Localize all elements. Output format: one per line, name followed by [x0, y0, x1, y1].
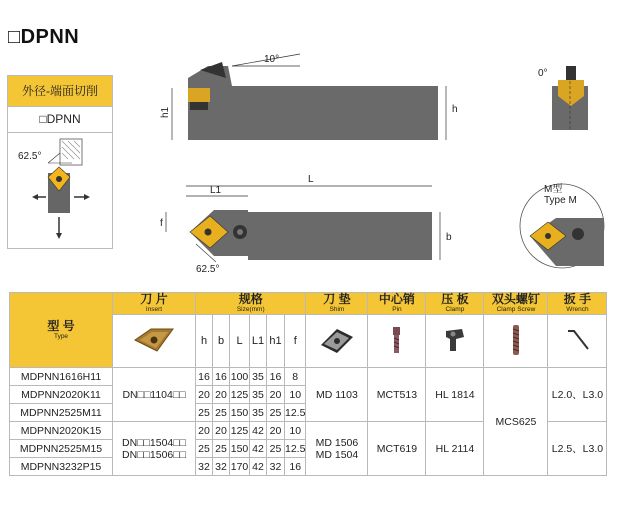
cell-f: 10	[285, 386, 306, 404]
cell-b: 20	[213, 386, 230, 404]
end-clamp	[566, 66, 576, 80]
dim-header-f: f	[285, 315, 306, 368]
table-row-model: MDPNN1616H11	[10, 368, 113, 386]
wrench-image	[548, 315, 607, 368]
table-row-model: MDPNN3232P15	[10, 458, 113, 476]
col-header-insert: 刀 片 Insert	[113, 293, 196, 315]
shim-value-group1: MD 1103	[306, 368, 368, 422]
screw-image	[484, 315, 548, 368]
pin-picture	[382, 323, 412, 357]
page-title: □DPNN	[8, 26, 80, 48]
cell-h: 25	[196, 440, 213, 458]
shim-value-b: MD 1504	[315, 448, 359, 461]
cell-L1: 42	[250, 458, 267, 476]
clamp-value-group2: HL 2114	[426, 422, 484, 476]
cell-h: 16	[196, 368, 213, 386]
cell-h: 20	[196, 422, 213, 440]
type-m-en-label: Type M	[544, 195, 577, 206]
wrench-value-group1: L2.0、L3.0	[548, 368, 607, 422]
wrench-value-group2: L2.5、L3.0	[548, 422, 607, 476]
cell-b: 25	[213, 440, 230, 458]
cell-h: 32	[196, 458, 213, 476]
cell-h: 25	[196, 404, 213, 422]
insert-value-group2	[113, 422, 196, 476]
cell-L: 150	[230, 440, 250, 458]
L1-label: L1	[210, 185, 222, 196]
table-row-model: MDPNN2020K15	[10, 422, 113, 440]
cell-L1: 42	[250, 422, 267, 440]
cell-f: 12.5	[285, 440, 306, 458]
spec-table	[9, 292, 607, 476]
cell-f: 8	[285, 368, 306, 386]
cell-L1: 35	[250, 404, 267, 422]
cell-h1: 25	[267, 404, 285, 422]
col-header-shim: 刀 垫 Shim	[306, 293, 368, 315]
top-insert-hole	[205, 229, 212, 236]
insert-value-a: DN□□1504□□	[122, 436, 186, 449]
clamp-image	[426, 315, 484, 368]
cell-b: 32	[213, 458, 230, 476]
detail-clamp-icon	[572, 228, 584, 240]
cell-b: 25	[213, 404, 230, 422]
table-row-model: MDPNN2525M11	[10, 404, 113, 422]
cell-L: 125	[230, 422, 250, 440]
dim-header-h: h	[196, 315, 213, 368]
cell-h1: 16	[267, 368, 285, 386]
operation-angle-label: 62.5°	[18, 151, 42, 162]
cell-h1: 25	[267, 440, 285, 458]
L-label: L	[308, 174, 314, 185]
cell-h1: 20	[267, 422, 285, 440]
clamp-value-group1: HL 1814	[426, 368, 484, 422]
screw-value: MCS625	[484, 368, 548, 476]
insert-image	[113, 315, 196, 368]
pin-value-group2: MCT619	[368, 422, 426, 476]
insert-value-group1: DN□□1104□□	[113, 368, 196, 422]
dim-header-L1: L1	[250, 315, 267, 368]
shim-image	[306, 315, 368, 368]
top-view	[160, 174, 452, 275]
type-m-detail	[520, 182, 604, 268]
dim-header-b: b	[213, 315, 230, 368]
insert-angle-label: 62.5°	[196, 264, 220, 275]
cell-b: 16	[213, 368, 230, 386]
top-holder-body	[190, 210, 432, 260]
table-row-model: MDPNN2525M15	[10, 440, 113, 458]
dim-header-L: L	[230, 315, 250, 368]
f-label: f	[160, 218, 163, 229]
cell-h1: 32	[267, 458, 285, 476]
cell-h1: 20	[267, 386, 285, 404]
shim-picture	[315, 325, 359, 355]
table-row-model: MDPNN2020K11	[10, 386, 113, 404]
top-angle-label: 10°	[264, 54, 280, 65]
cell-f: 12.5	[285, 404, 306, 422]
col-header-size: 规格 Size(mm)	[196, 293, 306, 315]
holder-code: □DPNN	[8, 107, 112, 133]
col-header-clamp: 压 板 Clamp	[426, 293, 484, 315]
type-m-cn-label: M型	[544, 184, 563, 195]
col-header-wrench: 扳 手 Wrench	[548, 293, 607, 315]
col-header-screw: 双头螺钉 Clamp Screw	[484, 293, 548, 315]
cell-h: 20	[196, 386, 213, 404]
cell-L1: 35	[250, 368, 267, 386]
pin-value-group1: MCT513	[368, 368, 426, 422]
side-shim	[190, 102, 208, 110]
pin-image	[368, 315, 426, 368]
h1-label: h1	[160, 106, 171, 118]
cell-f: 10	[285, 422, 306, 440]
h-label: h	[452, 104, 458, 115]
cell-L: 125	[230, 386, 250, 404]
col-header-model: 型 号 Type	[10, 293, 113, 368]
operation-label: 外径-端面切削	[8, 76, 112, 107]
cell-b: 20	[213, 422, 230, 440]
cell-L: 100	[230, 368, 250, 386]
cell-L1: 35	[250, 386, 267, 404]
b-label: b	[446, 232, 452, 243]
col-header-pin: 中心销 Pin	[368, 293, 426, 315]
clamp-picture	[438, 323, 472, 357]
dim-header-h1: h1	[267, 315, 285, 368]
screw-picture	[501, 322, 531, 358]
insert-value-b: DN□□1506□□	[122, 448, 186, 461]
side-view	[160, 54, 458, 140]
cell-L: 170	[230, 458, 250, 476]
shim-value-a: MD 1506	[315, 436, 359, 449]
end-angle-label: 0°	[538, 68, 548, 79]
wrench-picture	[560, 323, 594, 357]
detail-insert-hole	[545, 233, 551, 239]
top-clamp-screw	[237, 229, 243, 235]
cell-f: 16	[285, 458, 306, 476]
side-insert	[188, 88, 210, 102]
insert-picture	[131, 326, 177, 354]
shim-value-group2	[306, 422, 368, 476]
cell-L: 150	[230, 404, 250, 422]
end-view	[538, 66, 588, 130]
cell-L1: 42	[250, 440, 267, 458]
